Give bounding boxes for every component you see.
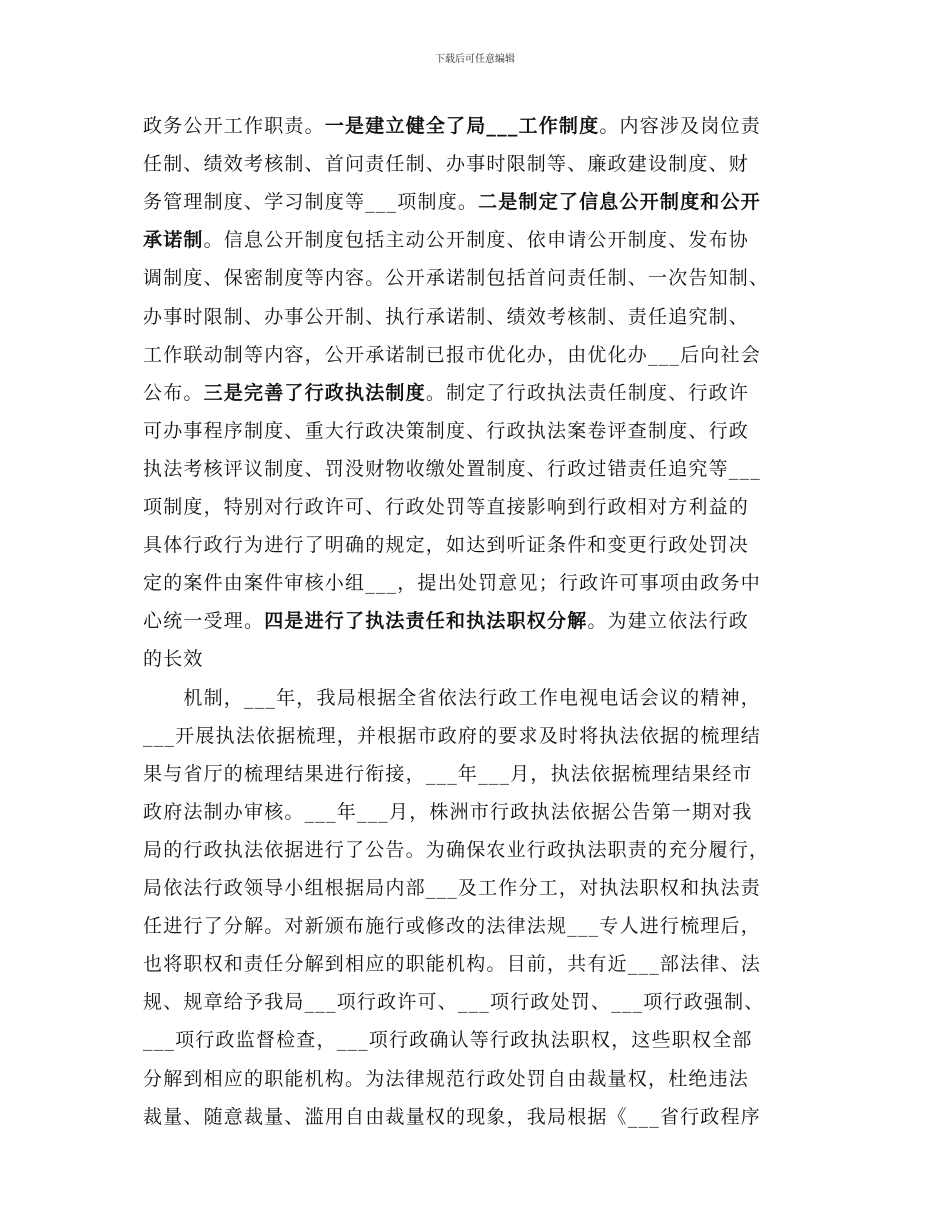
text-line (143, 377, 749, 409)
text-run: 政务公开工作职责。 (143, 115, 325, 137)
text-line (143, 986, 765, 1018)
text-run: 分解到相应的职能机构。为法律规范行政处罚自由裁量权，杜绝违法 (143, 1067, 750, 1090)
text-line (143, 1063, 749, 1095)
text-run: 心统一受理。 (143, 610, 265, 633)
text-line (143, 720, 761, 752)
text-run: 局依法行政领导小组根据局内部___及工作分工，对执法职权和执法责 (143, 877, 761, 899)
text-line (143, 110, 761, 142)
text-run: 项制度，特别对行政许可、行政处罚等直接影响到行政相对方利益的 (143, 496, 750, 518)
text-line (143, 453, 761, 485)
text-run: 果与省厅的梳理结果进行衔接，___年___月，执法依据梳理结果经市 (143, 762, 753, 785)
text-run: 机制，___年，我局根据全省依法行政工作电视电话会议的精神， (143, 686, 761, 709)
bold-text-run: 三是完善了行政执法制度 (203, 381, 426, 404)
text-run: 定的案件由案件审核小组___，提出处罚意见；行政许可事项由政务中 (143, 572, 761, 595)
text-run: 具体行政行为进行了明确的规定，如达到听证条件和变更行政处罚决 (143, 534, 750, 557)
text-run: 任进行了分解。对新颁布施行或修改的法律法规___专人进行梳理后， (143, 915, 761, 938)
text-run: 可办事程序制度、重大行政决策制度、行政执法案卷评查制度、行政 (143, 419, 750, 442)
text-run: 政府法制办审核。___年___月，株洲市行政执法依据公告第一期对我 (143, 800, 753, 823)
text-line (143, 605, 749, 637)
text-run: 。为建立依法行政 (587, 610, 750, 633)
text-run: 规、规章给予我局___项行政许可、___项行政处罚、___项行政强制、 (143, 991, 765, 1014)
page-header: 下载后可任意编辑 (435, 54, 515, 65)
text-run: 。制定了行政执法责任制度、行政许 (425, 381, 750, 404)
bold-text-run: 承诺制 (143, 229, 204, 252)
text-run: 的长效 (143, 648, 204, 671)
text-run: 。内容涉及岗位责 (599, 115, 761, 137)
text-run: 裁量、随意裁量、滥用自由裁量权的现象，我局根据《___省行政程序 (143, 1105, 761, 1128)
text-run: ___开展执法依据梳理，并根据市政府的要求及时将执法依据的梳理结 (143, 724, 761, 747)
text-run: 工作联动制等内容，公开承诺制已报市优化办，由优化办___后向社会 (143, 343, 761, 366)
text-line (143, 567, 761, 599)
text-line (143, 415, 749, 447)
text-line (143, 910, 761, 942)
bold-text-run: 二是制定了信息公开制度和公开 (478, 191, 761, 214)
text-line (143, 1024, 753, 1056)
text-line (143, 491, 749, 523)
text-line (143, 186, 761, 218)
text-run: 局的行政执法依据进行了公告。为确保农业行政执法职责的充分履行， (143, 838, 770, 861)
text-line (143, 224, 749, 256)
text-line (143, 643, 204, 675)
text-line (143, 301, 749, 333)
text-line (143, 529, 749, 561)
text-line (143, 948, 761, 980)
text-line (143, 796, 753, 828)
text-line (143, 339, 761, 371)
text-line (143, 682, 761, 714)
text-line (143, 834, 769, 866)
text-run: 公布。 (143, 381, 204, 404)
text-line (143, 1101, 761, 1133)
text-run: 务管理制度、学习制度等___项制度。 (143, 191, 479, 214)
bold-text-run: 一是建立健全了局___工作制度 (324, 115, 600, 137)
text-run: 任制、绩效考核制、首问责任制、办事时限制等、廉政建设制度、财 (143, 153, 750, 176)
text-line (143, 148, 749, 180)
text-run: 调制度、保密制度等内容。公开承诺制包括首问责任制、一次告知制、 (143, 267, 770, 290)
text-run: 办事时限制、办事公开制、执行承诺制、绩效考核制、责任追究制、 (143, 305, 750, 328)
text-run: 也将职权和责任分解到相应的职能机构。目前，共有近___部法律、法 (143, 953, 761, 976)
bold-text-run: 四是进行了执法责任和执法职权分解 (264, 610, 588, 633)
text-line (143, 758, 753, 790)
text-line (143, 262, 769, 294)
text-run: 。信息公开制度包括主动公开制度、依申请公开制度、发布协 (203, 229, 750, 252)
text-line (143, 872, 761, 904)
text-run: 执法考核评议制度、罚没财物收缴处置制度、行政过错责任追究等___ (143, 457, 761, 480)
text-run: ___项行政监督检查，___项行政确认等行政执法职权，这些职权全部 (143, 1029, 753, 1052)
